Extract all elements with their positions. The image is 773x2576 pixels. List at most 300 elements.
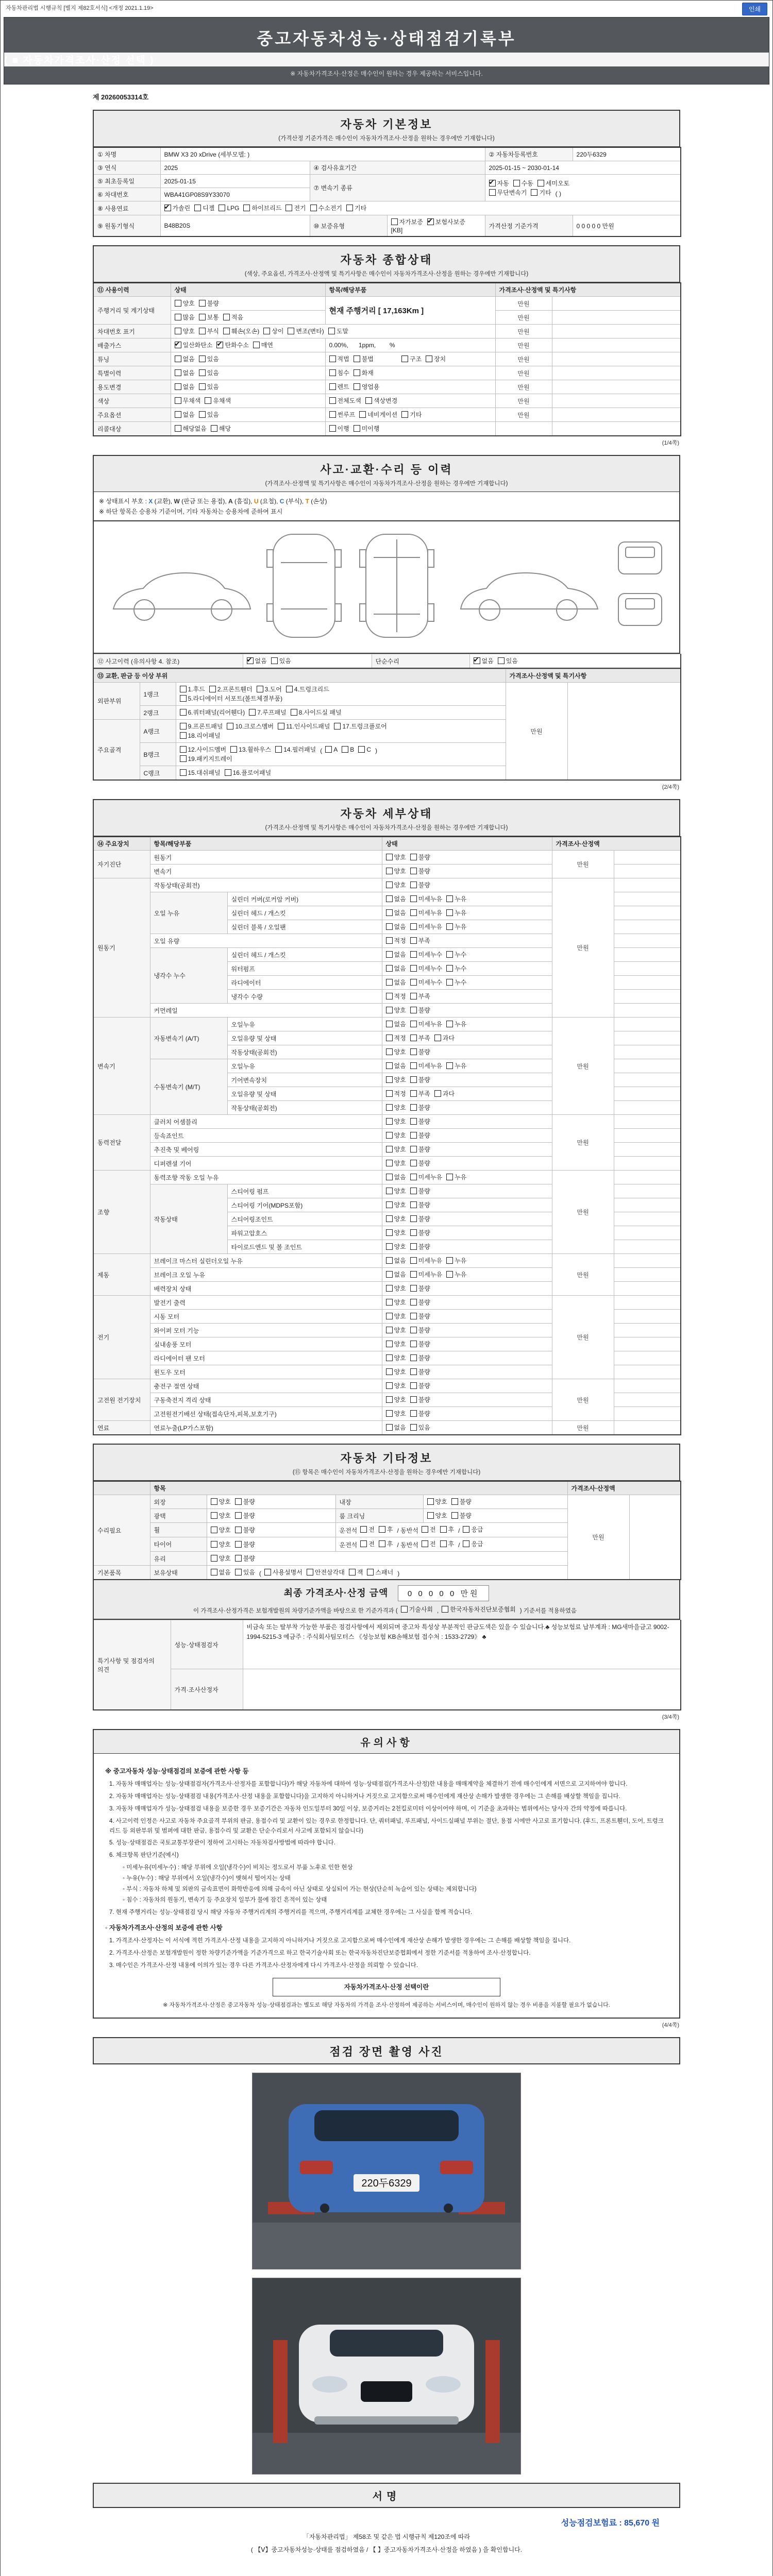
b: 하이브리드 — [251, 205, 282, 212]
checkbox[interactable] — [410, 1242, 430, 1251]
checkbox[interactable] — [446, 964, 466, 973]
checkbox[interactable] — [358, 746, 371, 753]
checkbox[interactable] — [175, 299, 195, 308]
checkbox[interactable] — [278, 722, 330, 731]
checkbox[interactable] — [354, 368, 374, 377]
print-button[interactable]: 인쇄 — [742, 3, 767, 15]
td — [171, 325, 495, 338]
checkbox[interactable] — [199, 410, 219, 419]
checkbox[interactable] — [285, 204, 306, 212]
checkbox[interactable] — [391, 217, 423, 226]
checkbox[interactable] — [386, 1395, 406, 1404]
checkbox[interactable] — [205, 396, 231, 405]
checkbox[interactable] — [257, 685, 282, 693]
checkbox[interactable] — [410, 1159, 430, 1167]
checkbox[interactable] — [199, 382, 219, 391]
td — [382, 1087, 552, 1101]
checkbox[interactable] — [410, 1270, 442, 1279]
checkbox[interactable] — [386, 1340, 406, 1348]
td — [171, 311, 325, 325]
checkbox[interactable] — [235, 1511, 255, 1520]
checkbox[interactable] — [410, 853, 430, 861]
checkbox[interactable] — [446, 1061, 466, 1070]
checkbox[interactable] — [216, 341, 248, 349]
checkbox[interactable] — [346, 204, 366, 212]
checkbox[interactable] — [410, 1353, 430, 1362]
damage-code: U — [254, 498, 259, 505]
table-row — [93, 1669, 681, 1710]
checkbox[interactable] — [253, 341, 273, 349]
b: 후 — [386, 1540, 393, 1548]
checkbox[interactable] — [386, 1006, 406, 1014]
checkbox[interactable] — [531, 188, 551, 197]
checkbox[interactable] — [440, 1525, 455, 1534]
checkbox[interactable] — [275, 745, 316, 754]
section-header-overall — [93, 245, 680, 282]
checkbox[interactable] — [386, 1242, 406, 1251]
td: 수동변속기 (M/T) — [150, 1059, 227, 1115]
checkbox[interactable] — [386, 880, 406, 889]
checkbox[interactable] — [325, 746, 338, 753]
checkbox[interactable] — [386, 908, 406, 917]
checkbox[interactable] — [410, 1020, 442, 1028]
checkbox[interactable] — [410, 1047, 430, 1056]
checkbox[interactable] — [386, 950, 406, 959]
checkbox[interactable] — [410, 1061, 442, 1070]
checkbox[interactable] — [410, 1256, 442, 1265]
b: 없음 — [394, 965, 406, 972]
checkbox[interactable] — [386, 1131, 406, 1140]
checkbox[interactable] — [386, 1117, 406, 1126]
b: 불량 — [418, 882, 430, 889]
checkbox[interactable] — [386, 1284, 406, 1293]
checkbox[interactable] — [223, 313, 243, 321]
checkbox[interactable] — [354, 424, 380, 433]
i — [354, 383, 360, 390]
b: 수동 — [521, 179, 533, 187]
checkbox[interactable] — [463, 1539, 483, 1548]
checkbox[interactable] — [410, 1367, 430, 1376]
i — [386, 1146, 393, 1153]
checkbox[interactable] — [410, 1145, 430, 1154]
checkbox[interactable] — [410, 1326, 430, 1334]
i — [410, 1035, 417, 1041]
td: 라디에이터 — [227, 976, 382, 990]
checkbox[interactable] — [386, 1061, 406, 1070]
checkbox[interactable] — [386, 1367, 406, 1376]
td — [382, 1282, 552, 1296]
checkbox[interactable] — [401, 354, 422, 363]
checkbox[interactable] — [342, 746, 354, 753]
checkbox[interactable] — [329, 410, 356, 419]
label: [KB] — [391, 227, 403, 234]
checkbox[interactable] — [386, 1020, 406, 1028]
checkbox[interactable] — [175, 341, 213, 349]
label: ) — [397, 1570, 400, 1577]
b: 불량 — [459, 1512, 472, 1519]
checkbox[interactable] — [386, 1228, 406, 1237]
checkbox[interactable] — [365, 396, 397, 405]
checkbox[interactable] — [175, 396, 201, 405]
b: 누유 — [455, 895, 467, 903]
checkbox[interactable] — [410, 1033, 430, 1042]
checkbox[interactable] — [410, 1298, 430, 1307]
checkbox[interactable] — [209, 685, 253, 693]
checkbox[interactable] — [434, 1033, 455, 1042]
checkbox[interactable] — [367, 1568, 393, 1577]
checkbox[interactable] — [386, 922, 406, 931]
checkbox[interactable] — [410, 1173, 442, 1181]
b: 없음 — [394, 1062, 406, 1070]
checkbox[interactable] — [451, 1497, 472, 1506]
checkbox[interactable] — [463, 1525, 483, 1534]
checkbox[interactable] — [410, 894, 442, 903]
checkbox[interactable] — [219, 205, 239, 212]
checkbox[interactable] — [211, 424, 231, 433]
signature-statement-1: 「자동차관리법」 제58조 및 같은 법 시행규칙 제120조에 따라 — [303, 2533, 470, 2540]
checkbox[interactable] — [451, 1511, 472, 1520]
checkbox[interactable] — [175, 382, 195, 391]
checkbox[interactable] — [446, 908, 466, 917]
checkbox[interactable] — [427, 1511, 447, 1520]
b: 불량 — [243, 1512, 255, 1519]
checkbox[interactable] — [175, 354, 195, 363]
checkbox[interactable] — [211, 1554, 231, 1563]
td: 수리필요 — [93, 1495, 150, 1566]
checkbox[interactable] — [386, 1312, 406, 1320]
checkbox[interactable] — [249, 708, 286, 717]
checkbox[interactable] — [180, 685, 205, 693]
checkbox[interactable] — [386, 1200, 406, 1209]
td: 조향 — [93, 1171, 150, 1254]
checkbox[interactable] — [410, 1103, 430, 1112]
checkbox[interactable] — [386, 1298, 406, 1307]
checkbox[interactable] — [410, 867, 430, 875]
checkbox[interactable] — [386, 1423, 406, 1432]
checkbox[interactable] — [180, 722, 223, 731]
checkbox[interactable] — [235, 1554, 255, 1563]
checkbox[interactable] — [386, 1103, 406, 1112]
checkbox[interactable] — [537, 179, 569, 188]
checkbox[interactable] — [410, 978, 442, 987]
td: 동력조향 작동 오일 누유 — [150, 1171, 382, 1184]
checkbox[interactable] — [175, 327, 195, 335]
checkbox[interactable] — [446, 1173, 466, 1181]
td: 만원 — [495, 366, 552, 380]
checkbox[interactable] — [235, 1568, 255, 1577]
i — [386, 1062, 393, 1069]
checkbox[interactable] — [410, 1200, 430, 1209]
td — [207, 1537, 335, 1552]
checkbox[interactable] — [199, 299, 219, 308]
checkbox[interactable] — [307, 1568, 345, 1577]
checkbox[interactable] — [223, 327, 259, 335]
checkbox[interactable] — [410, 1340, 430, 1348]
checkbox[interactable] — [410, 950, 442, 959]
checkbox[interactable] — [410, 1089, 430, 1098]
checkbox[interactable] — [180, 708, 245, 717]
checkbox[interactable] — [422, 1525, 436, 1534]
checkbox[interactable] — [349, 1568, 363, 1577]
td — [171, 422, 325, 436]
checkbox[interactable] — [180, 694, 283, 703]
td — [176, 766, 506, 781]
b: 불량 — [418, 1188, 430, 1195]
circle — [479, 600, 500, 620]
checkbox[interactable] — [263, 327, 283, 335]
b: 보통 — [207, 314, 219, 321]
checkbox[interactable] — [379, 1525, 393, 1534]
checkbox[interactable] — [410, 922, 442, 931]
checkbox[interactable] — [442, 1605, 516, 1614]
checkbox[interactable] — [386, 1159, 406, 1167]
checkbox[interactable] — [180, 768, 221, 777]
checkbox[interactable] — [360, 1539, 375, 1548]
i — [446, 979, 453, 986]
checkbox[interactable] — [211, 1568, 231, 1577]
checkbox[interactable] — [329, 382, 349, 391]
checkbox[interactable] — [489, 188, 527, 197]
td: 작동상태(공회전) — [150, 878, 382, 892]
checkbox[interactable] — [386, 978, 406, 987]
checkbox[interactable] — [386, 1187, 406, 1195]
td — [207, 1509, 335, 1523]
td: 만원 — [552, 1115, 614, 1171]
checkbox[interactable] — [489, 179, 509, 188]
td: 연료누출(LP가스포함) — [150, 1421, 382, 1435]
b: 9.프론트패널 — [188, 723, 223, 730]
i — [291, 709, 297, 716]
checkbox[interactable] — [410, 1381, 430, 1390]
checkbox[interactable] — [386, 1075, 406, 1084]
checkbox[interactable] — [310, 204, 342, 212]
section-subtitle: (⑮ 항목은 매수인이 자동차가격조사·산정을 원하는 경우에만 기재합니다) — [292, 1469, 481, 1476]
checkbox[interactable] — [359, 410, 397, 419]
checkbox[interactable] — [498, 656, 518, 665]
checkbox[interactable] — [410, 1284, 430, 1293]
i — [391, 218, 398, 225]
table-header-row — [93, 669, 681, 683]
checkbox[interactable] — [410, 880, 430, 889]
section-title: 자동차 기타정보 — [340, 1452, 433, 1465]
checkbox[interactable] — [354, 354, 374, 363]
checkbox[interactable] — [288, 327, 324, 335]
checkbox[interactable] — [211, 1526, 231, 1534]
checkbox[interactable] — [427, 217, 465, 226]
checkbox[interactable] — [329, 354, 349, 363]
checkbox[interactable] — [410, 1395, 430, 1404]
checkbox[interactable] — [247, 656, 267, 665]
checkbox[interactable] — [410, 936, 430, 945]
checkbox[interactable] — [225, 768, 272, 777]
checkbox[interactable] — [446, 1020, 466, 1028]
i — [422, 1540, 428, 1547]
checkbox[interactable] — [329, 368, 349, 377]
checkbox[interactable] — [386, 964, 406, 973]
checkbox[interactable] — [386, 894, 406, 903]
checkbox[interactable] — [175, 410, 195, 419]
table-row — [93, 1379, 681, 1393]
td — [552, 338, 681, 352]
checkbox[interactable] — [235, 1540, 255, 1549]
checkbox[interactable] — [410, 1131, 430, 1140]
label: ) — [375, 747, 377, 754]
td — [325, 394, 495, 408]
checkbox[interactable] — [410, 992, 430, 1001]
checkbox[interactable] — [386, 1033, 406, 1042]
i — [386, 1368, 393, 1375]
checkbox[interactable] — [235, 1526, 255, 1534]
checkbox[interactable] — [446, 1256, 466, 1265]
checkbox[interactable] — [386, 1409, 406, 1418]
checkbox[interactable] — [386, 1173, 406, 1181]
checkbox[interactable] — [194, 204, 214, 212]
section-title: 자동차 세부상태 — [340, 807, 433, 820]
td: 항목/해당부품 — [150, 837, 382, 851]
label: 운전석 — [339, 1527, 358, 1534]
i — [446, 1257, 453, 1264]
checkbox[interactable] — [334, 722, 386, 731]
checkbox[interactable] — [386, 1145, 406, 1154]
checkbox[interactable] — [386, 1353, 406, 1362]
checkbox[interactable] — [386, 853, 406, 861]
b: 불량 — [418, 1146, 430, 1153]
checkbox[interactable] — [291, 708, 342, 717]
checkbox[interactable] — [427, 1497, 447, 1506]
td — [207, 1523, 335, 1537]
td — [614, 920, 681, 934]
b: 있음 — [207, 369, 219, 377]
checkbox[interactable] — [230, 745, 271, 754]
i — [386, 1048, 393, 1055]
checkbox[interactable] — [446, 922, 466, 931]
checkbox[interactable] — [386, 992, 406, 1001]
checkbox[interactable] — [386, 1214, 406, 1223]
checkbox[interactable] — [271, 656, 291, 665]
i — [329, 369, 336, 376]
checkbox[interactable] — [426, 354, 446, 363]
checkbox[interactable] — [243, 204, 281, 212]
checkbox[interactable] — [199, 354, 219, 363]
checkbox[interactable] — [227, 722, 274, 731]
checkbox[interactable] — [386, 1047, 406, 1056]
td — [614, 1143, 681, 1157]
checkbox[interactable] — [264, 1568, 303, 1577]
checkbox[interactable] — [164, 204, 191, 212]
checkbox[interactable] — [354, 382, 380, 391]
i — [386, 868, 393, 874]
checkbox[interactable] — [175, 368, 195, 377]
checkbox[interactable] — [386, 1326, 406, 1334]
checkbox[interactable] — [199, 327, 219, 335]
b: 양호 — [394, 1007, 406, 1014]
checkbox[interactable] — [329, 396, 361, 405]
td: 디퍼렌셜 기어 — [150, 1157, 382, 1171]
checkbox[interactable] — [211, 1511, 231, 1520]
checkbox[interactable] — [328, 327, 348, 335]
damage-code-legend — [99, 497, 674, 505]
checkbox[interactable] — [446, 894, 466, 903]
checkbox[interactable] — [175, 313, 195, 321]
checkbox[interactable] — [474, 656, 494, 665]
checkbox[interactable] — [410, 1312, 430, 1320]
b: 3.도어 — [264, 686, 282, 693]
td: 실린더 헤드 / 개스킷 — [227, 906, 382, 920]
checkbox[interactable] — [446, 1270, 466, 1279]
checkbox[interactable] — [235, 1497, 255, 1506]
td: 전기 — [93, 1296, 150, 1379]
checkbox[interactable] — [329, 424, 349, 433]
checkbox[interactable] — [386, 1256, 406, 1265]
td: 항목 — [150, 1481, 567, 1495]
checkbox[interactable] — [360, 1525, 375, 1534]
checkbox[interactable] — [386, 1270, 406, 1279]
checkbox[interactable] — [410, 1214, 430, 1223]
checkbox[interactable] — [410, 1409, 430, 1418]
checkbox[interactable] — [410, 1228, 430, 1237]
checkbox[interactable] — [513, 179, 533, 188]
first-registration: 2025-01-15 — [160, 175, 310, 188]
checkbox[interactable] — [440, 1539, 455, 1548]
i — [446, 909, 453, 916]
checkbox[interactable] — [211, 1497, 231, 1506]
b: 렌트 — [337, 383, 349, 391]
checkbox[interactable] — [199, 313, 219, 321]
checkbox[interactable] — [434, 1089, 455, 1098]
checkbox[interactable] — [379, 1539, 393, 1548]
section-inspection-photos — [93, 2037, 680, 2475]
checkbox[interactable] — [410, 1075, 430, 1084]
b: 부족 — [418, 993, 430, 1000]
checkbox[interactable] — [180, 745, 227, 754]
checkbox[interactable] — [386, 1089, 406, 1098]
checkbox[interactable] — [286, 685, 329, 693]
checkbox[interactable] — [199, 368, 219, 377]
checkbox[interactable] — [180, 731, 221, 740]
checkbox[interactable] — [410, 908, 442, 917]
td — [552, 311, 681, 325]
checkbox[interactable] — [386, 936, 406, 945]
checkbox[interactable] — [401, 1605, 433, 1614]
checkbox[interactable] — [446, 978, 466, 987]
checkbox[interactable] — [410, 1006, 430, 1014]
checkbox[interactable] — [180, 754, 232, 763]
i — [410, 909, 417, 916]
i — [386, 1341, 393, 1347]
checkbox[interactable] — [410, 964, 442, 973]
i — [410, 1090, 417, 1097]
checkbox[interactable] — [211, 1540, 231, 1549]
checkbox[interactable] — [386, 1381, 406, 1390]
checkbox[interactable] — [446, 950, 466, 959]
checkbox[interactable] — [422, 1539, 436, 1548]
checkbox[interactable] — [386, 867, 406, 875]
checkbox[interactable] — [175, 424, 207, 433]
checkbox[interactable] — [410, 1117, 430, 1126]
td: 만원 — [567, 1495, 629, 1580]
rect — [253, 2223, 520, 2269]
i — [410, 1062, 417, 1069]
checkbox[interactable] — [410, 1187, 430, 1195]
checkbox[interactable] — [401, 410, 422, 419]
b: 부식 — [207, 328, 219, 335]
td: 실내송풍 모터 — [150, 1337, 382, 1351]
checkbox[interactable] — [410, 1423, 430, 1432]
td — [614, 1337, 681, 1351]
i — [401, 411, 408, 418]
notice-li: 7. 현재 주행거리는 성능·상태점검 당시 해당 자동차 주행거리계의 주행거리를 적으며, 주행거리계를 교체한 경우에는 그 사실을 함께 적습니다. — [109, 1909, 473, 1916]
inspection-validity: 2025-01-15 ~ 2030-01-14 — [485, 161, 681, 175]
